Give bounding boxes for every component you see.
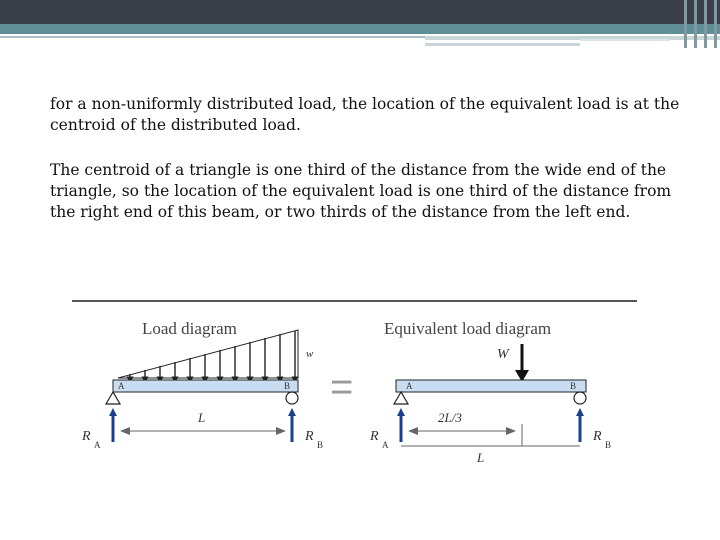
load-diagram-title: Load diagram bbox=[142, 319, 237, 338]
equivalent-load-label: W bbox=[497, 347, 509, 362]
roller-support-icon bbox=[574, 392, 586, 404]
reaction-a-label: R bbox=[370, 429, 379, 444]
distributed-load-arrows bbox=[130, 331, 295, 380]
paragraph-centroid-definition: for a non-uniformly distributed load, the location of the equivalent load is at the centroid of the distributed load. bbox=[50, 95, 680, 134]
dimension-arrowhead bbox=[408, 427, 418, 435]
two-thirds-label: 2L/3 bbox=[438, 410, 462, 425]
pin-support-icon bbox=[394, 392, 408, 404]
equivalent-diagram-title: Equivalent load diagram bbox=[384, 319, 552, 338]
load-intensity-label: w bbox=[306, 348, 314, 360]
slide-header-stripe bbox=[0, 24, 720, 34]
span-label: L bbox=[198, 410, 206, 425]
reaction-b-label: R bbox=[305, 429, 314, 444]
beam bbox=[113, 380, 298, 392]
beam bbox=[396, 380, 586, 392]
dimension-arrowhead bbox=[506, 427, 516, 435]
paragraph-triangle-centroid: The centroid of a triangle is one third of the distance from the wide end of the triangle, so the location of the equivalent load is one third of the distance from the right end of this beam, or two thirds of the distance from the left end. bbox=[50, 161, 672, 221]
point-a-label: A bbox=[118, 381, 125, 391]
point-b-label: B bbox=[284, 381, 291, 391]
reaction-a-subscript: A bbox=[94, 440, 101, 450]
reaction-a-label: R bbox=[82, 429, 91, 444]
pin-support-icon bbox=[106, 392, 120, 404]
equals-sign: = bbox=[330, 365, 354, 409]
point-b-label: B bbox=[570, 381, 577, 391]
span-label: L bbox=[477, 450, 485, 465]
beam-diagram bbox=[0, 300, 720, 470]
roller-support-icon bbox=[286, 392, 298, 404]
slide-corner-decoration bbox=[680, 0, 720, 48]
slide-header-line bbox=[580, 39, 670, 41]
slide-header-line bbox=[0, 36, 425, 38]
reaction-b-subscript: B bbox=[317, 440, 324, 450]
dimension-arrowhead bbox=[120, 427, 130, 435]
reaction-a-subscript: A bbox=[382, 440, 389, 450]
dimension-arrowhead bbox=[276, 427, 286, 435]
reaction-b-subscript: B bbox=[605, 440, 612, 450]
point-a-label: A bbox=[406, 381, 413, 391]
slide-header-line bbox=[425, 36, 720, 40]
reaction-b-label: R bbox=[593, 429, 602, 444]
slide-header-band bbox=[0, 0, 720, 24]
slide-header-line bbox=[425, 43, 580, 46]
